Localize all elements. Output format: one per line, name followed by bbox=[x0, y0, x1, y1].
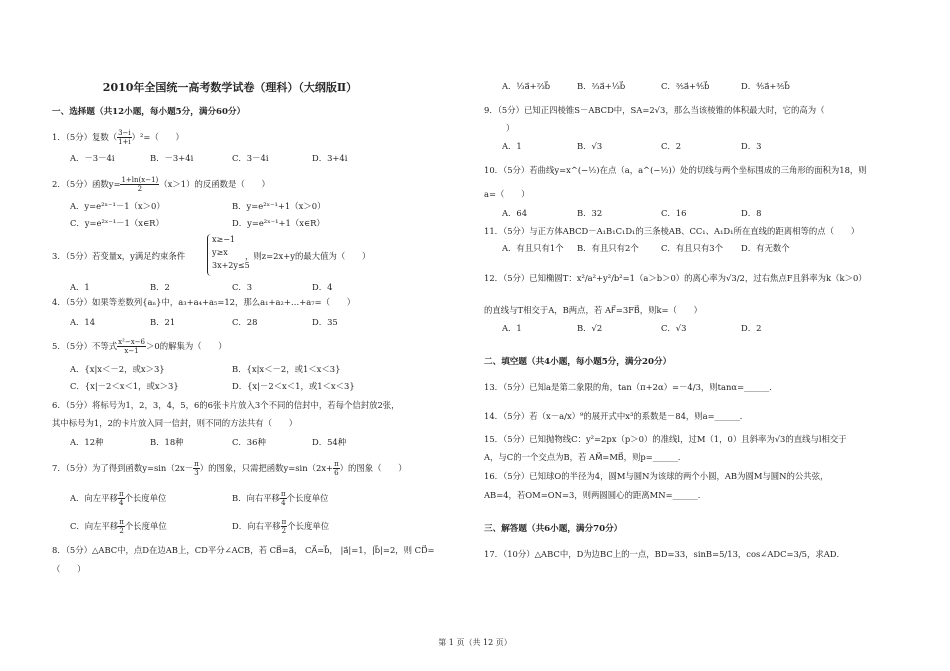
q4-option-a: A．14 bbox=[70, 317, 96, 327]
q5-tail: ＞0的解集为（ ） bbox=[145, 341, 227, 351]
q2-option-d: D．y=e²ˣ⁻¹+1（x∈R） bbox=[232, 218, 325, 228]
q5-option-a: A．{x|x＜－2，或x＞3} bbox=[70, 364, 165, 374]
page-footer: 第 1 页（共 12 页） bbox=[438, 638, 512, 647]
question-9-line1: 9．（5分）已知正四棱锥S－ABCD中，SA=2√3，那么当该棱锥的体积最大时，它的高为（ bbox=[484, 105, 825, 115]
q1-fraction: $\frac{3-i}{1+i}$ bbox=[118, 129, 131, 146]
question-15-line2: A，与C的一个交点为B，若 AM⃗=MB⃗，则p=______． bbox=[484, 452, 687, 462]
q1-tail: ）²=（ ） bbox=[131, 132, 184, 142]
q11-option-b: B．有且只有2个 bbox=[577, 243, 639, 253]
q1-option-a: A．－3－4i bbox=[70, 153, 115, 163]
question-10-line1: 10．（5分）若曲线y=x^(−½)在点（a，a^(−½)）处的切线与两个坐标围成的三角形的面积为18，则 bbox=[484, 165, 867, 175]
question-8-line2: （ ） bbox=[52, 564, 86, 574]
section-answer-heading: 三、解答题（共6小题，满分70分） bbox=[484, 524, 623, 534]
section-choice-heading: 一、选择题（共12小题，每小题5分，满分60分） bbox=[52, 107, 246, 117]
q5-option-b: B．{x|x＜－2，或1＜x＜3} bbox=[232, 364, 341, 374]
q9-option-b: B．√3 bbox=[577, 141, 603, 151]
q10-option-b: B．32 bbox=[577, 208, 603, 218]
q1-option-c: C．3－4i bbox=[232, 153, 269, 163]
question-12-line2: 的直线与T相交于A，B两点，若 AF⃗=3FB⃗，则k=（ ） bbox=[484, 305, 703, 315]
q7-text: 7．（5分）为了得到函数y=sin（2x－ bbox=[52, 463, 194, 473]
q7-mid: ）的图象，只需把函数y=sin（2x+ bbox=[199, 463, 334, 473]
question-13: 13．（5分）已知a是第二象限的角，tan（π+2α）=－4/3，则tanα=______． bbox=[484, 382, 778, 392]
q11-option-d: D．有无数个 bbox=[741, 243, 790, 253]
q8-option-d: D．⅘a⃗+⅗b⃗ bbox=[741, 81, 790, 91]
question-8-line1: 8．（5分）△ABC中，点D在边AB上，CD平分∠ACB，若 CB⃗=a⃗， CA⃗=b⃗， |a⃗|=1，|b⃗|=2，则 CD⃗= bbox=[52, 545, 435, 555]
q6-option-d: D．54种 bbox=[312, 437, 347, 447]
q1-option-b: B．－3+4i bbox=[150, 153, 194, 163]
question-10-line2: a=（ ） bbox=[484, 189, 530, 199]
q11-option-a: A．有且只有1个 bbox=[502, 243, 564, 253]
q3-option-d: D．4 bbox=[312, 282, 333, 292]
q3-constraint-brace bbox=[207, 234, 250, 276]
q11-option-c: C．有且只有3个 bbox=[661, 243, 723, 253]
q4-option-c: C．28 bbox=[232, 317, 258, 327]
q3-option-b: B．2 bbox=[150, 282, 170, 292]
q4-option-d: D．35 bbox=[312, 317, 338, 327]
q7-tail: ）的图象（ ） bbox=[339, 463, 407, 473]
q10-option-a: A．64 bbox=[502, 208, 528, 218]
q12-option-a: A．1 bbox=[502, 323, 522, 333]
q5-fraction: $\frac{\text{x²−x−6}}{x-1}$ bbox=[118, 338, 145, 355]
q7-option-a: A．向左平移 $\frac{\pi}{4}$ 个长度单位 bbox=[70, 490, 167, 507]
question-17: 17．（10分）△ABC中，D为边BC上的一点，BD=33，sinB=5/13，cos∠ADC=3/5，求AD． bbox=[484, 549, 845, 559]
q6-option-a: A．12种 bbox=[70, 437, 104, 447]
q3-option-c: C．3 bbox=[232, 282, 253, 292]
question-12-line1: 12．（5分）已知椭圆T：x²/a²+y²/b²=1（a＞b＞0）的离心率为√3/2，过右焦点F且斜率为k（k＞0） bbox=[484, 273, 867, 283]
q7-option-c: C．向左平移 $\frac{\pi}{2}$ 个长度单位 bbox=[70, 518, 167, 535]
question-6-line2: 其中标号为1，2的卡片放入同一信封，则不同的方法共有（ ） bbox=[52, 418, 298, 428]
q7-option-d: D．向右平移 $\frac{\pi}{2}$ 个长度单位 bbox=[232, 518, 330, 535]
q8-option-c: C．⅗a⃗+⅘b⃗ bbox=[661, 81, 710, 91]
question-2 bbox=[52, 176, 270, 193]
question-16-line2: AB=4，若OM=ON=3，则两圆圆心的距离MN=______． bbox=[484, 490, 707, 500]
question-15-line1: 15．（5分）已知抛物线C：y²=2px（p＞0）的准线l，过M（1，0）且斜率为√3的直线与l相交于 bbox=[484, 434, 847, 444]
q12-option-d: D．2 bbox=[741, 323, 762, 333]
q10-option-c: C．16 bbox=[661, 208, 687, 218]
q12-option-c: C．√3 bbox=[661, 323, 687, 333]
q5-text: 5．（5分）不等式 bbox=[52, 341, 118, 351]
q2-text: 2．（5分）函数y= bbox=[52, 179, 121, 189]
question-11: 11．（5分）与正方体ABCD－A₁B₁C₁D₁的三条棱AB、CC₁、A₁D₁所在直线的距离相等的点（ ） bbox=[484, 226, 860, 236]
q7-fraction-1: $\frac{\pi}{3}$ bbox=[194, 460, 199, 477]
q1-option-d: D．3+4i bbox=[312, 153, 348, 163]
q3-constraint-2: y≥x bbox=[212, 248, 228, 257]
q9-option-d: D．3 bbox=[741, 141, 762, 151]
q2-tail: （x＞1）的反函数是（ ） bbox=[159, 179, 270, 189]
q12-option-b: B．√2 bbox=[577, 323, 603, 333]
question-3-text: 3．（5分）若变量x，y满足约束条件 bbox=[52, 251, 186, 261]
q9-option-c: C．2 bbox=[661, 141, 682, 151]
q2-option-b: B．y=e²ˣ⁻¹+1（x＞0） bbox=[232, 201, 326, 211]
q1-text: 1．（5分）复数（ bbox=[52, 132, 118, 142]
question-1 bbox=[52, 129, 184, 146]
q8-option-b: B．⅔a⃗+⅓b⃗ bbox=[577, 81, 626, 91]
q4-option-b: B．21 bbox=[150, 317, 176, 327]
q7-option-b: B．向右平移 $\frac{\pi}{4}$ 个长度单位 bbox=[232, 490, 329, 507]
q3-constraint-3: 3x+2y≤5 bbox=[212, 261, 250, 270]
question-16-line1: 16．（5分）已知球O的半径为4，圆M与圆N为该球的两个小圆，AB为圆M与圆N的公共弦， bbox=[484, 471, 829, 481]
q5-option-c: C．{x|－2＜x＜1，或x＞3} bbox=[70, 381, 179, 391]
q2-option-c: C．y=e²ˣ⁻¹－1（x∈R） bbox=[70, 218, 164, 228]
q9-option-a: A．1 bbox=[502, 141, 522, 151]
q3-tail: ，则z=2x+y的最大值为（ ） bbox=[245, 251, 371, 261]
page-title: 2010年全国统一高考数学试卷（理科）（大纲版Ⅱ） bbox=[102, 81, 358, 94]
question-6-line1: 6．（5分）将标号为1，2，3，4，5，6的6张卡片放入3个不同的信封中，若每个信封放2张， bbox=[52, 400, 400, 410]
question-5 bbox=[52, 338, 227, 355]
q2-fraction: $\frac{1+\ln(x-1)}{2}$ bbox=[121, 176, 159, 193]
q3-option-a: A．1 bbox=[70, 282, 90, 292]
q2-option-a: A．y=e²ˣ⁻¹－1（x＞0） bbox=[70, 201, 165, 211]
q3-constraint-1: x≥−1 bbox=[212, 235, 236, 244]
q7-fraction-2: $\frac{\pi}{6}$ bbox=[334, 460, 339, 477]
question-7 bbox=[52, 460, 407, 477]
q5-option-d: D．{x|－2＜x＜1，或1＜x＜3} bbox=[232, 381, 355, 391]
question-9-line2: ） bbox=[506, 123, 515, 133]
question-4: 4．（5分）如果等差数列{aₙ}中，a₃+a₄+a₅=12，那么a₁+a₂+…+a₇=（ ） bbox=[52, 297, 356, 307]
q6-option-b: B．18种 bbox=[150, 437, 184, 447]
question-14: 14．（5分）若（x－a/x）⁹的展开式中x³的系数是－84，则a=______． bbox=[484, 411, 749, 421]
section-fill-heading: 二、填空题（共4小题，每小题5分，满分20分） bbox=[484, 357, 672, 367]
q10-option-d: D．8 bbox=[741, 208, 762, 218]
q8-option-a: A．⅓a⃗+⅔b⃗ bbox=[502, 81, 551, 91]
q6-option-c: C．36种 bbox=[232, 437, 266, 447]
